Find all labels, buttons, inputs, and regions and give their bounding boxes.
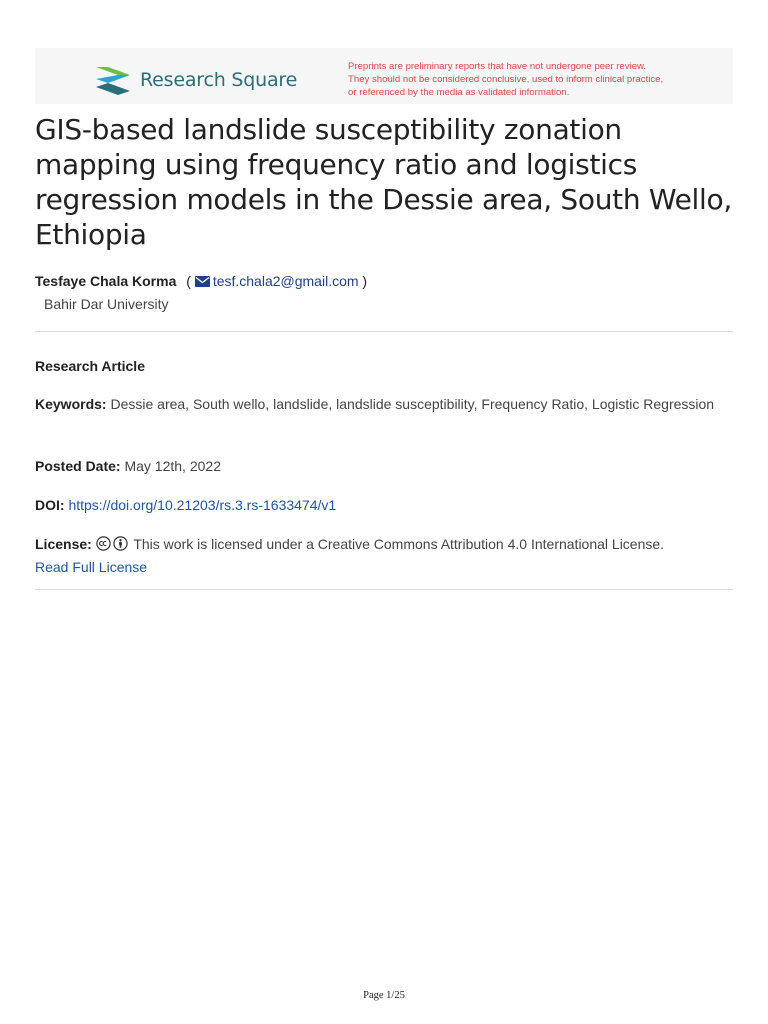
article-type: Research Article xyxy=(35,358,145,374)
disclaimer-line: Preprints are preliminary reports that have not undergone peer review. xyxy=(348,61,647,72)
disclaimer-line: or referenced by the media as validated information. xyxy=(348,87,570,98)
license xyxy=(35,533,725,579)
posted-date-label: Posted Date: xyxy=(35,458,121,474)
paper-title: GIS-based landslide susceptibility zonation mapping using frequency ratio and logistics regression models in the Dessie area, South Wello, Ethiopia xyxy=(35,113,732,251)
brand-name: Research Square xyxy=(140,69,298,91)
doi-label: DOI: xyxy=(35,497,65,513)
author-name[interactable]: Tesfaye Chala Korma xyxy=(35,273,177,289)
posted-date-value: May 12th, 2022 xyxy=(124,458,221,474)
disclaimer-line: They should not be considered conclusive, used to inform clinical practice, xyxy=(348,74,664,85)
keywords-label: Keywords: xyxy=(35,396,107,412)
doi-link[interactable]: https://doi.org/10.21203/rs.3.rs-1633474/v1 xyxy=(68,497,337,513)
page-number: Page 1/25 xyxy=(363,990,405,1001)
doi xyxy=(35,494,725,517)
author-line xyxy=(35,273,367,289)
by-icon xyxy=(113,536,128,551)
research-square-logo[interactable] xyxy=(94,64,297,96)
keywords-value: Dessie area, South wello, landslide, landslide susceptibility, Frequency Ratio, Logistic Regression xyxy=(110,396,715,412)
license-text: This work is licensed under a Creative Commons Attribution 4.0 International License. xyxy=(133,536,665,552)
divider xyxy=(35,589,733,590)
keywords xyxy=(35,393,725,416)
cc-icon xyxy=(96,536,111,551)
posted-date xyxy=(35,455,725,478)
research-square-logo-icon xyxy=(94,65,132,95)
license-label: License: xyxy=(35,536,92,552)
open-paren: ( xyxy=(186,273,191,289)
author-affiliation: Bahir Dar University xyxy=(44,296,169,312)
read-full-license-link[interactable]: Read Full License xyxy=(35,559,148,575)
divider xyxy=(35,331,733,332)
envelope-icon xyxy=(195,276,210,287)
preprint-disclaimer xyxy=(348,60,708,99)
close-paren: ) xyxy=(362,273,368,289)
author-email: tesf.chala2@gmail.com xyxy=(212,273,359,289)
author-email-link[interactable] xyxy=(195,273,363,289)
